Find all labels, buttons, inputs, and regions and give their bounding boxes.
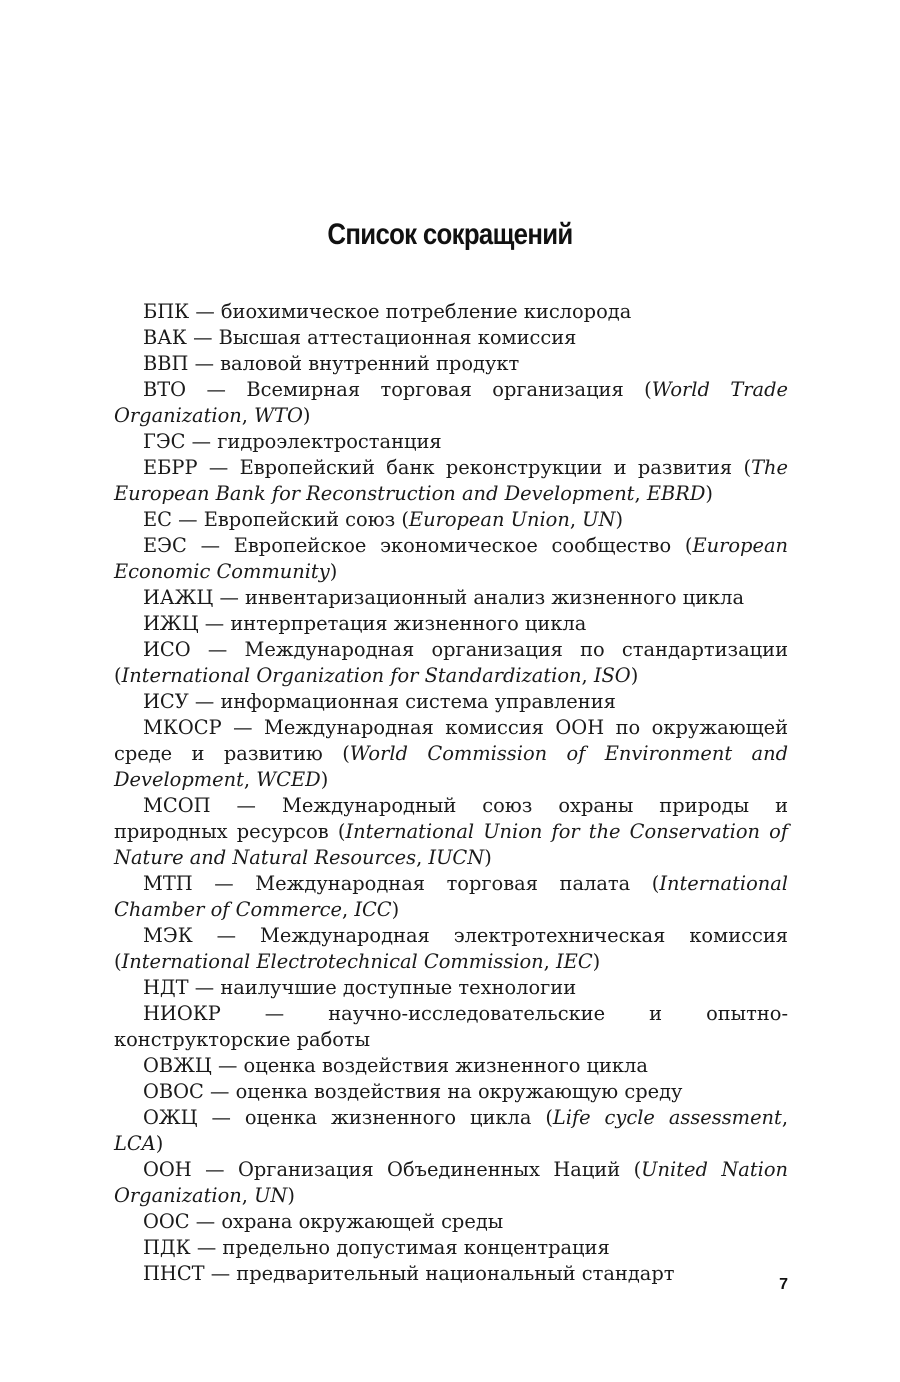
abbreviation-entry xyxy=(114,793,788,871)
page-number: 7 xyxy=(779,1276,788,1293)
entry-text: МКОСР — Международная комиссия ООН по окружающей среде и развитию xyxy=(114,716,788,765)
entry-text: ЕБРР — Европейский банк реконструкции и развития xyxy=(143,456,744,479)
entry-text: НИОКР — научно-исследовательские и опытно-конструкторские работы xyxy=(114,1002,788,1051)
entry-english-name: International Electrotechnical Commission xyxy=(121,950,544,973)
entry-paren-open: ( xyxy=(342,742,350,765)
abbreviation-entry xyxy=(114,1209,788,1235)
entry-paren-close: ) xyxy=(155,1132,164,1155)
entry-english-name: World Commission of Environment and Development xyxy=(114,742,788,791)
entry-text: МСОП — Международный союз охраны природы и природных ресурсов xyxy=(114,794,788,843)
entry-text: ОВОС — оценка воздействия на окружающую среду xyxy=(143,1080,683,1103)
entry-separator: , xyxy=(781,1106,788,1129)
entry-text: ПДК — предельно допустимая концентрация xyxy=(143,1236,610,1259)
abbreviation-entry xyxy=(114,1105,788,1157)
abbreviation-entry xyxy=(114,1079,788,1105)
abbreviation-entry xyxy=(114,585,788,611)
entry-english-abbr: UN xyxy=(254,1184,288,1207)
abbreviation-entry xyxy=(114,351,788,377)
entry-english-abbr: UN xyxy=(582,508,616,531)
entry-english-name: International Chamber of Commerce xyxy=(114,872,788,921)
entry-english-abbr: LCA xyxy=(114,1132,156,1155)
entry-text: ЕС — Европейский союз xyxy=(143,508,402,531)
entry-english-name: European Economic Community xyxy=(114,534,788,583)
entry-paren-open: ( xyxy=(651,872,660,895)
entry-english-name: International Union for the Conservation of Nature and Natural Resources xyxy=(114,820,788,869)
entry-paren-close: ) xyxy=(391,898,400,921)
entry-text: ИЖЦ — интерпретация жизненного цикла xyxy=(143,612,587,635)
entry-paren-close: ) xyxy=(484,846,492,869)
entry-text: ИАЖЦ — инвентаризационный анализ жизненного цикла xyxy=(143,586,745,609)
entry-text: ВТО — Всемирная торговая организация xyxy=(143,378,645,401)
entry-text: ОЖЦ — оценка жизненного цикла xyxy=(143,1106,546,1129)
abbreviation-entry xyxy=(114,1235,788,1261)
entry-text: ЕЭС — Европейское экономическое сообщество xyxy=(143,534,685,557)
entry-paren-close: ) xyxy=(705,482,713,505)
entry-paren-close: ) xyxy=(630,664,639,687)
entry-english-name: International Organization for Standardization xyxy=(121,664,582,687)
entry-text: ООН — Организация Объединенных Наций xyxy=(143,1158,634,1181)
entry-paren-close: ) xyxy=(320,768,329,791)
entry-text: ОВЖЦ — оценка воздействия жизненного цикла xyxy=(143,1054,648,1077)
entry-english-abbr: IEC xyxy=(556,950,593,973)
entry-text: ГЭС — гидроэлектростанция xyxy=(143,430,442,453)
abbreviation-entry xyxy=(114,1001,788,1053)
entry-text: МТП — Международная торговая палата xyxy=(143,872,652,895)
abbreviation-entry xyxy=(114,871,788,923)
entry-paren-open: ( xyxy=(644,378,652,401)
abbreviation-entry xyxy=(114,1261,788,1287)
entry-paren-open: ( xyxy=(684,534,693,557)
entry-english-abbr: IUCN xyxy=(428,846,485,869)
abbreviation-entry xyxy=(114,715,788,793)
entry-paren-open: ( xyxy=(743,456,752,479)
entry-english-abbr: EBRD xyxy=(646,482,706,505)
entry-separator: , xyxy=(581,664,594,687)
abbreviation-entry xyxy=(114,299,788,325)
entry-paren-close: ) xyxy=(592,950,601,973)
entry-english-abbr: ICC xyxy=(354,898,392,921)
entry-separator: , xyxy=(341,898,355,921)
abbreviation-entry xyxy=(114,1157,788,1209)
entry-text: ИСО — Международная организация по стандартизации xyxy=(143,638,788,661)
entry-text: БПК — биохимическое потребление кислорода xyxy=(143,300,632,323)
abbreviation-list xyxy=(114,299,788,1287)
entry-paren-close: ) xyxy=(287,1184,295,1207)
entry-english-abbr: WCED xyxy=(256,768,321,791)
entry-text: ВАК — Высшая аттестационная комиссия xyxy=(143,326,577,349)
entry-text: МЭК — Международная электротехническая комиссия xyxy=(143,924,788,947)
page-title: Список сокращений xyxy=(327,218,573,251)
entry-english-name: Life cycle assessment xyxy=(552,1106,782,1129)
entry-english-name: United Nation Organization xyxy=(114,1158,789,1207)
entry-text: ПНСТ — предварительный национальный стандарт xyxy=(143,1262,675,1285)
entry-text: ИСУ — информационная система управления xyxy=(143,690,616,713)
abbreviation-entry xyxy=(114,637,788,689)
abbreviation-entry xyxy=(114,1053,788,1079)
abbreviation-entry xyxy=(114,923,788,975)
entry-english-name: World Trade Organization xyxy=(114,378,788,427)
entry-english-abbr: WTO xyxy=(254,404,303,427)
abbreviation-entry xyxy=(114,455,788,507)
entry-paren-close: ) xyxy=(329,560,338,583)
entry-text: НДТ — наилучшие доступные технологии xyxy=(143,976,577,999)
entry-paren-open: ( xyxy=(114,664,122,687)
entry-separator: , xyxy=(634,482,647,505)
entry-english-abbr: ISO xyxy=(593,664,631,687)
entry-separator: , xyxy=(243,768,257,791)
entry-paren-open: ( xyxy=(337,820,346,843)
abbreviation-entry xyxy=(114,429,788,455)
abbreviation-entry xyxy=(114,611,788,637)
entry-text: ООС — охрана окружающей среды xyxy=(143,1210,504,1233)
entry-english-name: European Union xyxy=(408,508,570,531)
abbreviation-entry xyxy=(114,507,788,533)
entry-separator: , xyxy=(241,1184,255,1207)
abbreviation-entry xyxy=(114,533,788,585)
entry-separator: , xyxy=(569,508,583,531)
abbreviation-entry xyxy=(114,377,788,429)
entry-paren-close: ) xyxy=(302,404,311,427)
entry-paren-open: ( xyxy=(545,1106,553,1129)
entry-paren-open: ( xyxy=(401,508,409,531)
entry-text: ВВП — валовой внутренний продукт xyxy=(143,352,520,375)
entry-paren-open: ( xyxy=(114,950,122,973)
entry-separator: , xyxy=(241,404,255,427)
entry-paren-close: ) xyxy=(615,508,624,531)
entry-paren-open: ( xyxy=(633,1158,642,1181)
entry-english-name: The European Bank for Reconstruction and Development xyxy=(114,456,788,505)
entry-separator: , xyxy=(543,950,556,973)
entry-separator: , xyxy=(416,846,429,869)
abbreviation-entry xyxy=(114,975,788,1001)
abbreviation-entry xyxy=(114,325,788,351)
abbreviation-entry xyxy=(114,689,788,715)
